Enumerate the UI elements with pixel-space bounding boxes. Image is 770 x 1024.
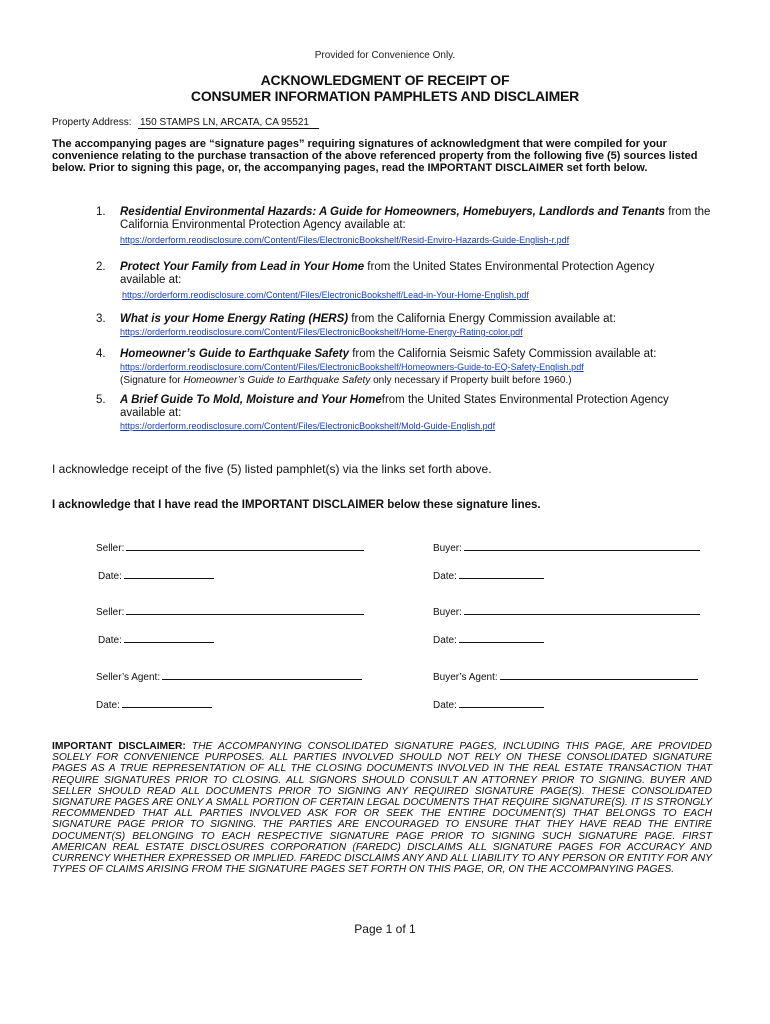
sellers-agent-signature[interactable]: Seller’s Agent:: [96, 669, 362, 683]
date-line[interactable]: [459, 632, 544, 643]
buyers-agent-signature[interactable]: Buyer’s Agent:: [433, 669, 698, 683]
disclaimer-text: THE ACCOMPANYING CONSOLIDATED SIGNATURE PAGES, INCLUDING THIS PAGE, ARE PROVIDED SOLELY FOR CONVENIENCE PURPOSES. ALL PARTIES INVOLVED SHOULD NOT RELY ON THESE CONSOLIDATED SIGNATURE PAGES AS A TRUE REPRESENTATION OF ALL THE CLOSING DOCUMENTS INVOLVED IN THE REAL ESTATE TRANSACTION THAT REQUIRE SIGNATURES PRIOR TO CLOSING. ALL SIGNORS SHOULD CONSULT AN ATTORNEY PRIOR TO SIGNING. BUYER AND SELLER SHOULD READ ALL DOCUMENTS PRIOR TO SIGNING ANY REQUIRED SIGNATURE PAGE(S). THESE CONSOLIDATED SIGNATURE PAGES ARE ONLY A SMALL PORTION OF CERTAIN LEGAL DOCUMENTS THAT REQUIRE SIGNATURE(S). IT IS STRONGLY RECOMMENDED THAT ALL PARTIES INVOLVED ASK FOR OR SEEK THE ENTIRE DOCUMENT(S) THAT BELONGS TO EACH SIGNATURE PAGE PRIOR TO SIGNING. THE PARTIES ARE ENCOURAGED TO ENSURE THAT THEY HAVE READ THE ENTIRE DOCUMENT(S) BELONGING TO EACH RESPECTIVE SIGNATURE PAGE PRIOR TO SIGNING SUCH SIGNATURE PAGE. FIRST AMERICAN REAL ESTATE DISCLOSURES CORPORATION (FAREDC) DISCLAIMS ALL SIGNATURE PAGES FOR ACCURACY AND CURRENCY WHETHER EXPRESSED OR IMPLIED. FAREDC DISCLAIMS ANY AND ALL LIABILITY TO ANY PERSON OR ENTITY FOR ANY TYPES OF CLAIMS ARISING FROM THE SIGNATURE PAGES SET FORTH ON THIS PAGE, OR, ON THE ACCOMPANYING PAGES.: [52, 741, 712, 876]
signature-line[interactable]: [464, 540, 700, 551]
pamphlet-title: What is your Home Energy Rating (HERS): [120, 313, 349, 325]
date-line[interactable]: [124, 632, 214, 643]
important-disclaimer: [52, 741, 712, 875]
pamphlet-source: from the California Seismic Safety Commission available at:: [349, 348, 657, 360]
page-number: Page 1 of 1: [354, 922, 416, 936]
acknowledge-receipt-text: I acknowledge receipt of the five (5) listed pamphlet(s) via the links set forth above.: [52, 462, 492, 476]
signature-line[interactable]: [126, 540, 364, 551]
pamphlet-link[interactable]: https://orderform.reodisclosure.com/Content/Files/ElectronicBookshelf/Home-Energy-Rating-color.pdf: [120, 327, 523, 337]
seller-signature-2[interactable]: Seller:: [96, 604, 364, 618]
pamphlet-title: Residential Environmental Hazards: A Guide for Homeowners, Homebuyers, Landlords and Tenants: [120, 206, 666, 218]
seller-signature-1[interactable]: Seller:: [96, 540, 364, 554]
signature-line[interactable]: [126, 604, 364, 615]
pamphlet-note: (Signature for Homeowner’s Guide to Earthquake Safety only necessary if Property built before 1960.): [120, 375, 572, 386]
date-line[interactable]: [459, 568, 544, 579]
pamphlet-number: 5.: [96, 394, 106, 406]
seller-date-1[interactable]: Date:: [98, 568, 214, 582]
convenience-note: Provided for Convenience Only.: [314, 50, 456, 61]
intro-paragraph: The accompanying pages are “signature pages” requiring signatures of acknowledgment that were compiled for your convenience relating to the purchase transaction of the above referenced property from the following five (5) sources listed below. Prior to signing this page, or, the accompanying pages, read the IMPORTANT DISCLAIMER set forth below.: [52, 138, 698, 174]
disclaimer-heading: IMPORTANT DISCLAIMER:: [52, 741, 186, 752]
sellers-agent-date[interactable]: Date:: [96, 697, 212, 711]
pamphlet-title: A Brief Guide To Mold, Moisture and Your Home: [120, 394, 382, 406]
pamphlet-link[interactable]: https://orderform.reodisclosure.com/Content/Files/ElectronicBookshelf/Mold-Guide-English.pdf: [120, 421, 496, 431]
pamphlet-number: 2.: [96, 261, 106, 273]
buyers-agent-date[interactable]: Date:: [433, 697, 544, 711]
buyer-signature-2[interactable]: Buyer:: [433, 604, 700, 618]
pamphlet-number: 1.: [96, 206, 106, 218]
pamphlet-source: from the California Environmental Protection Agency available at:: [120, 206, 711, 231]
pamphlet-title: Homeowner’s Guide to Earthquake Safety: [120, 348, 349, 360]
signature-line[interactable]: [162, 669, 362, 680]
pamphlet-source: from the United States Environmental Protection Agency available at:: [120, 261, 655, 286]
seller-date-2[interactable]: Date:: [98, 632, 214, 646]
date-line[interactable]: [124, 568, 214, 579]
document-title-line-1: ACKNOWLEDGMENT OF RECEIPT OF: [260, 72, 510, 88]
pamphlet-number: 4.: [96, 348, 106, 360]
buyer-date-1[interactable]: Date:: [433, 568, 544, 582]
date-line[interactable]: [122, 697, 212, 708]
pamphlet-source: from the California Energy Commission available at:: [348, 313, 616, 325]
pamphlet-source: from the United States Environmental Protection Agency available at:: [120, 394, 669, 419]
date-line[interactable]: [459, 697, 544, 708]
buyer-signature-1[interactable]: Buyer:: [433, 540, 700, 554]
signature-line[interactable]: [500, 669, 698, 680]
signature-line[interactable]: [464, 604, 700, 615]
acknowledge-disclaimer-text: I acknowledge that I have read the IMPORTANT DISCLAIMER below these signature lines.: [52, 499, 541, 511]
document-title-line-2: CONSUMER INFORMATION PAMPHLETS AND DISCLAIMER: [190, 88, 580, 104]
pamphlet-title: Protect Your Family from Lead in Your Home: [120, 261, 365, 273]
pamphlet-link[interactable]: https://orderform.reodisclosure.com/Content/Files/ElectronicBookshelf/Lead-in-Your-Home-English.pdf: [122, 290, 529, 300]
buyer-date-2[interactable]: Date:: [433, 632, 544, 646]
pamphlet-link[interactable]: https://orderform.reodisclosure.com/Content/Files/ElectronicBookshelf/Resid-Enviro-Hazards-Guide-English-r.pdf: [120, 235, 570, 245]
pamphlet-number: 3.: [96, 313, 106, 325]
pamphlet-link[interactable]: https://orderform.reodisclosure.com/Content/Files/ElectronicBookshelf/Homeowners-Guide-to-EQ-Safety-English.pdf: [120, 362, 584, 372]
property-address-label: Property Address:: [52, 117, 132, 128]
property-address-value: 150 STAMPS LN, ARCATA, CA 95521: [138, 117, 319, 129]
